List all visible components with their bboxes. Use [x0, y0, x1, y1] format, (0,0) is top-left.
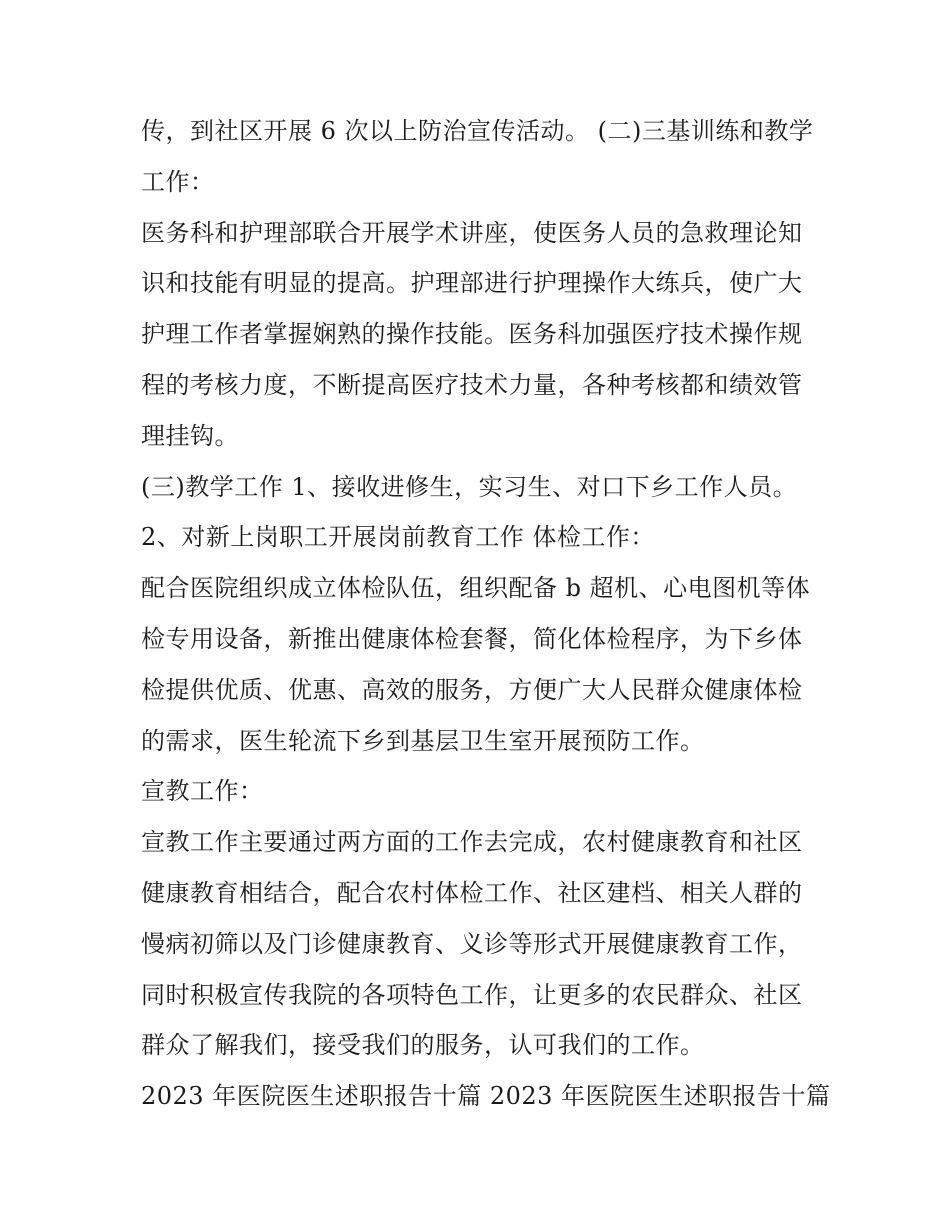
text-line: 护理工作者掌握娴熟的操作技能。医务科加强医疗技术操作规 — [141, 320, 803, 349]
text-line: 检提供优质、优惠、高效的服务，方便广大人民群众健康体检 — [141, 675, 803, 704]
text-line: 宣教工作： — [141, 777, 264, 806]
text-line: (三)教学工作 1、接收进修生，实习生、对口下乡工作人员。 — [141, 472, 798, 501]
text-line: 同时积极宣传我院的各项特色工作，让更多的农民群众、社区 — [141, 980, 803, 1009]
text-line: 配合医院组织成立体检队伍，组织配备 b 超机、心电图机等体 — [141, 574, 811, 603]
text-line: 的需求，医生轮流下乡到基层卫生室开展预防工作。 — [141, 726, 705, 755]
text-line: 2、对新上岗职工开展岗前教育工作 体检工作： — [141, 523, 655, 552]
text-line: 检专用设备，新推出健康体检套餐，简化体检程序，为下乡体 — [141, 624, 803, 653]
text-line: 宣教工作主要通过两方面的工作去完成，农村健康教育和社区 — [141, 828, 803, 857]
text-line: 识和技能有明显的提高。护理部进行护理操作大练兵，使广大 — [141, 269, 803, 298]
text-line: 群众了解我们，接受我们的服务，认可我们的工作。 — [141, 1031, 705, 1060]
text-line: 健康教育相结合，配合农村体检工作、社区建档、相关人群的 — [141, 878, 803, 907]
text-line: 医务科和护理部联合开展学术讲座，使医务人员的急救理论知 — [141, 218, 803, 247]
text-line: 慢病初筛以及门诊健康教育、义诊等形式开展健康教育工作， — [141, 929, 803, 958]
text-line: 理挂钩。 — [141, 421, 239, 450]
text-line: 传，到社区开展 6 次以上防治宣传活动。 (二)三基训练和教学 — [141, 117, 814, 145]
document-body — [141, 106, 831, 1122]
text-line: 工作： — [141, 167, 215, 196]
text-line: 2023 年医院医生述职报告十篇 2023 年医院医生述职报告十篇 — [141, 1082, 831, 1111]
text-line: 程的考核力度，不断提高医疗技术力量，各种考核都和绩效管 — [141, 370, 803, 399]
